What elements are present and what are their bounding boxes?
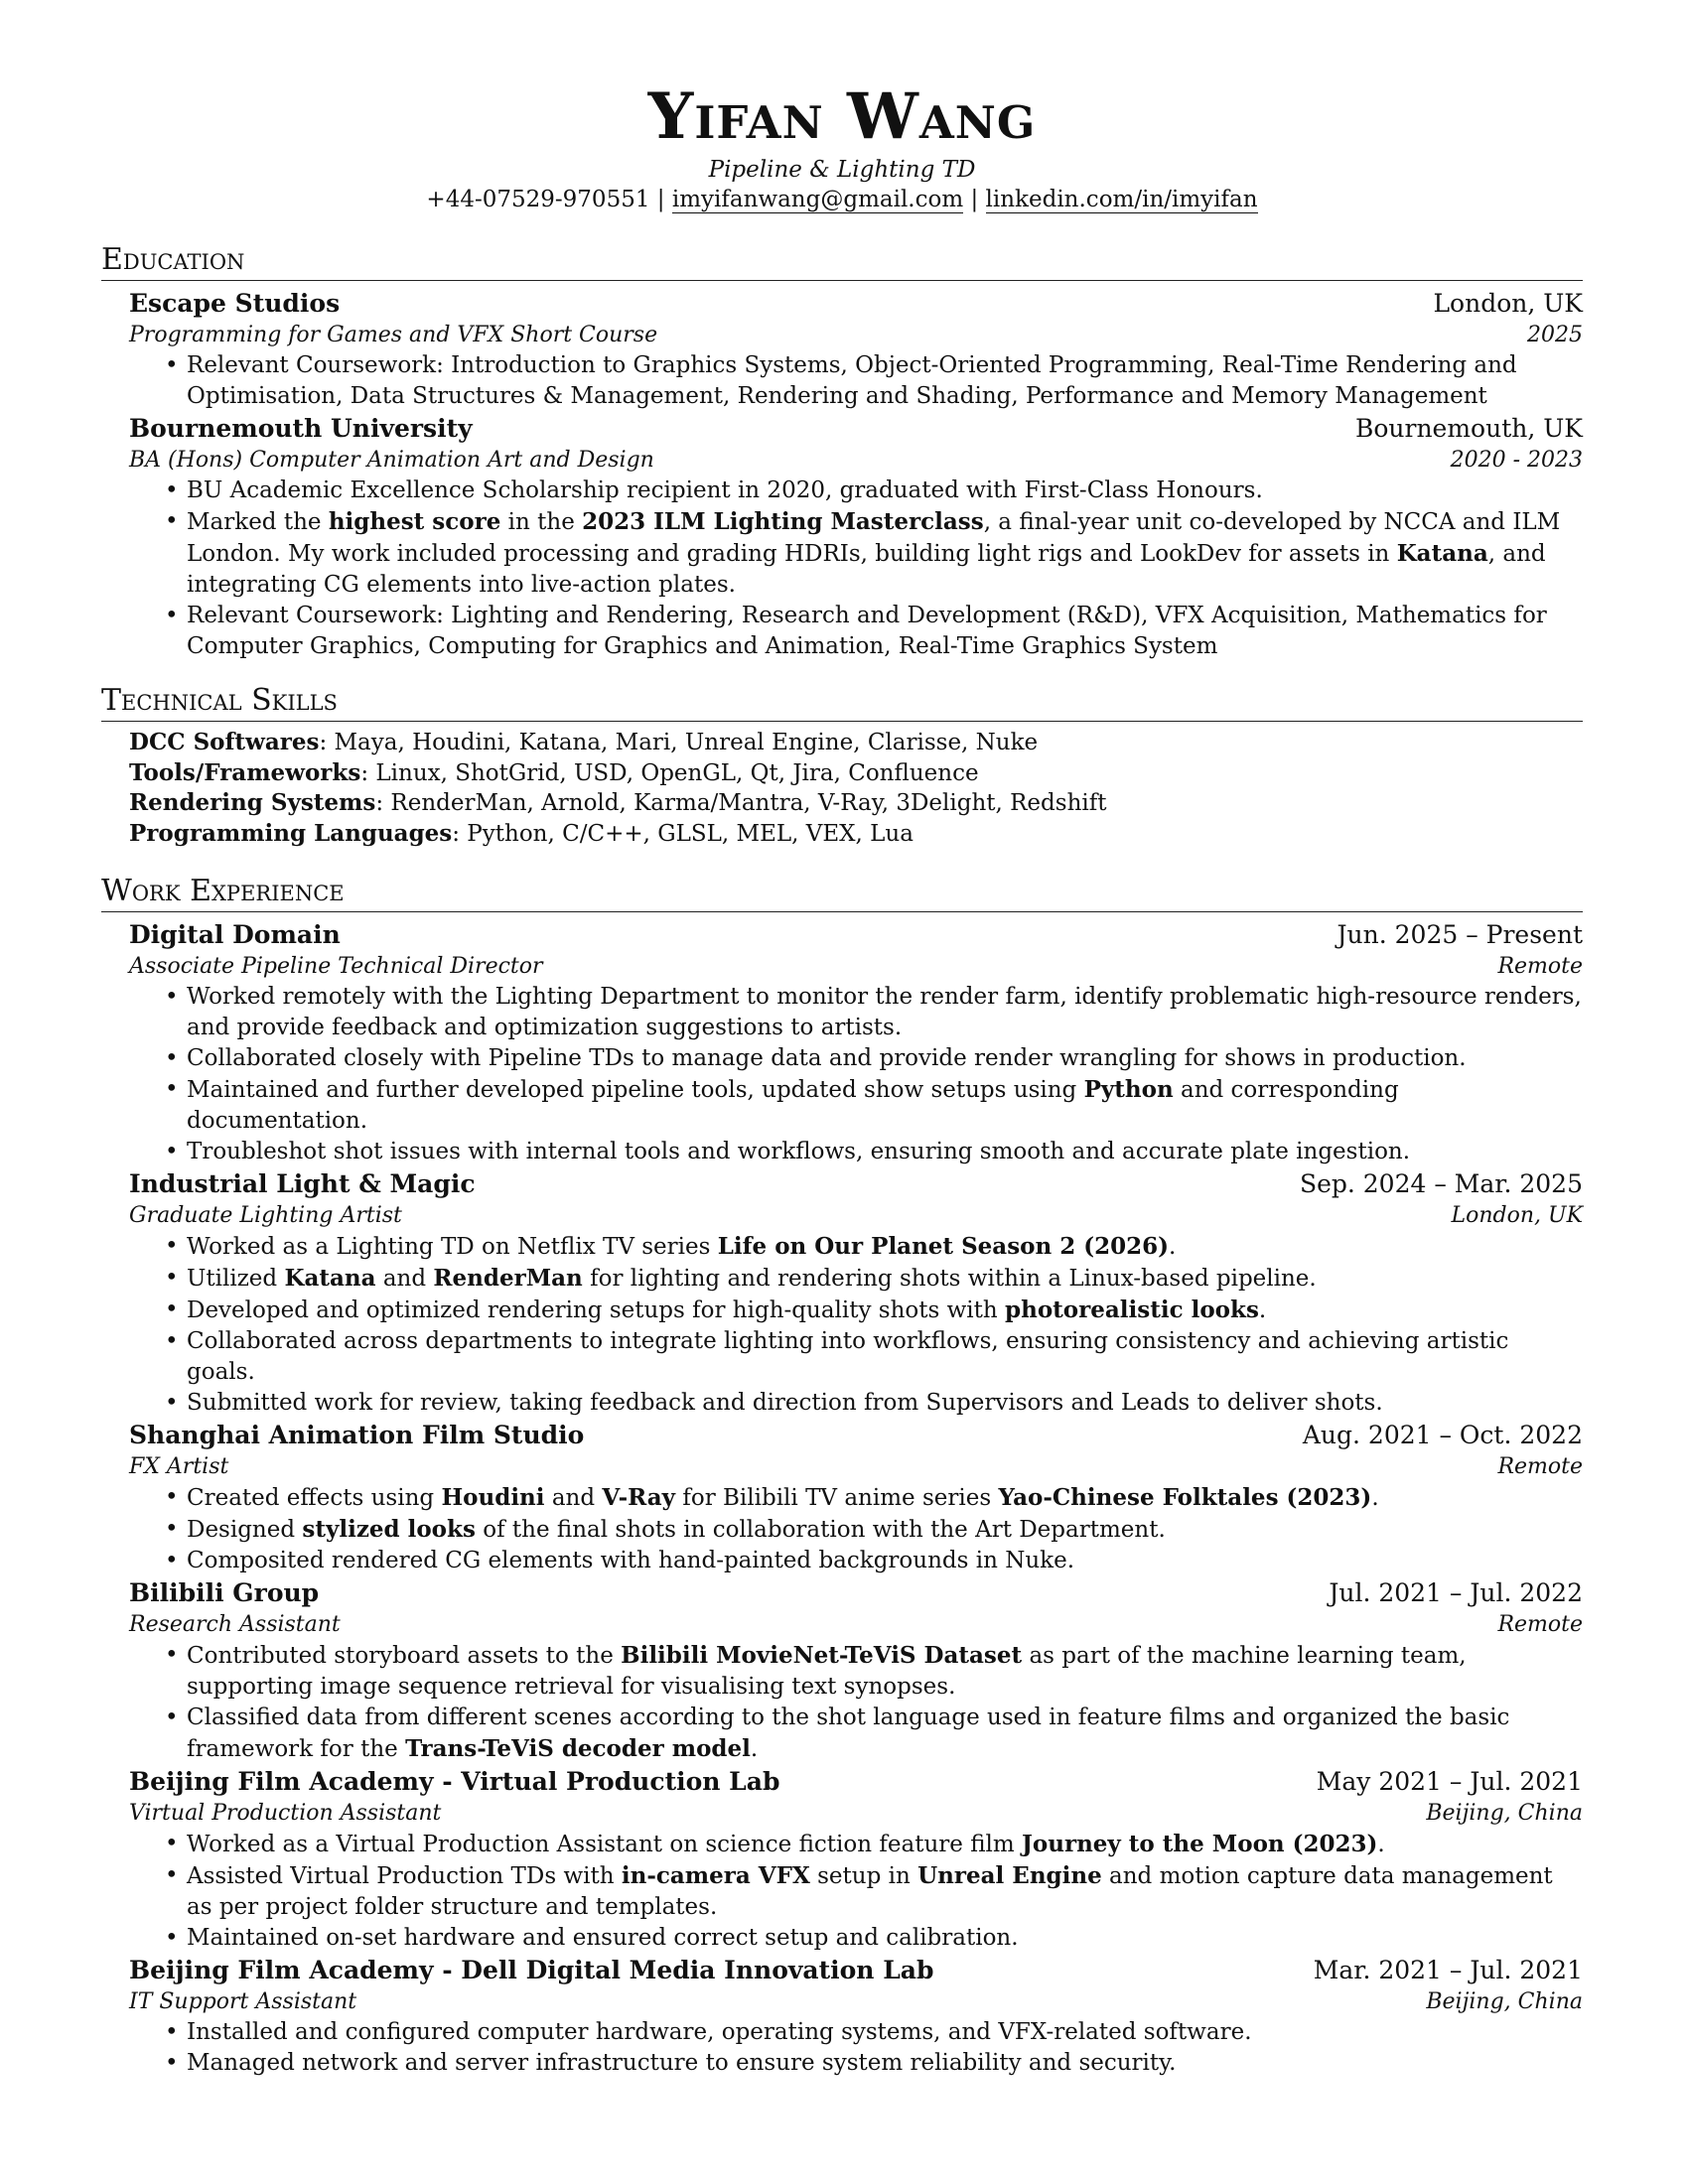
job-title: FX Artist	[129, 1454, 229, 1479]
bullet-list	[129, 1482, 1583, 1576]
job-entry	[101, 918, 1583, 1167]
company-name: Beijing Film Academy - Virtual Production Lab	[129, 1767, 780, 1796]
section-title-education: Education	[101, 241, 1583, 281]
skills-list	[101, 728, 1583, 849]
bullet-item: • Collaborated across departments to integrate lighting into workflows, ensuring consistency and achieving artistic goals.	[187, 1326, 1583, 1388]
contact-line	[101, 185, 1583, 215]
company-name: Industrial Light & Magic	[129, 1169, 476, 1198]
company-name: Shanghai Animation Film Studio	[129, 1421, 585, 1449]
bullet-item: • Assisted Virtual Production TDs with in-camera VFX setup in Unreal Engine and motion capture data management as per project folder structure and templates.	[187, 1860, 1583, 1923]
bullet-list	[129, 350, 1583, 412]
phone-number: +44-07529-970551	[426, 187, 650, 212]
section-title-work: Work Experience	[101, 873, 1583, 912]
skill-row: Rendering Systems: RenderMan, Arnold, Karma/Mantra, V-Ray, 3Delight, Redshift	[129, 789, 1107, 816]
bullet-item: • Troubleshot shot issues with internal tools and workflows, ensuring smooth and accurate plate ingestion.	[187, 1137, 1583, 1167]
job-entry	[101, 1576, 1583, 1765]
skills-section	[101, 682, 1583, 849]
resume-page	[101, 81, 1583, 2079]
bullet-item: • Utilized Katana and RenderMan for lighting and rendering shots within a Linux-based pipeline.	[187, 1263, 1583, 1295]
job-title: Graduate Lighting Artist	[129, 1203, 402, 1228]
education-section	[101, 241, 1583, 662]
bullet-list	[129, 1829, 1583, 1954]
bullet-item: • Worked as a Lighting TD on Netflix TV series Life on Our Planet Season 2 (2026).	[187, 1231, 1583, 1263]
job-title: Virtual Production Assistant	[129, 1801, 442, 1826]
job-title: IT Support Assistant	[129, 1989, 357, 2014]
bullet-item: • Marked the highest score in the 2023 ILM Lighting Masterclass, a final-year unit co-developed by NCCA and ILM London. My work included processing and grading HDRIs, building light rigs and LookDev for assets in Katana, and integrating CG elements into live-action plates.	[187, 506, 1583, 601]
bullet-list	[129, 476, 1583, 662]
bullet-item: • Designed stylized looks of the final shots in collaboration with the Art Department.	[187, 1514, 1583, 1546]
company-name: Digital Domain	[129, 920, 341, 949]
institution-name: Escape Studios	[129, 289, 341, 318]
bullet-item: • Composited rendered CG elements with hand-painted backgrounds in Nuke.	[187, 1546, 1583, 1576]
job-dates: Jun. 2025 – Present	[1336, 920, 1583, 949]
job-entry	[101, 1954, 1583, 2079]
bullet-item: • BU Academic Excellence Scholarship recipient in 2020, graduated with First-Class Honours.	[187, 476, 1583, 506]
bullet-item: • Classified data from different scenes according to the shot language used in feature films and organized the basic framework for the Trans-TeViS decoder model.	[187, 1703, 1583, 1765]
work-section	[101, 873, 1583, 2079]
bullet-item: • Relevant Coursework: Lighting and Rendering, Research and Development (R&D), VFX Acquisition, Mathematics for Computer Graphics, Computing for Graphics and Animation, Real-Time Graphics System	[187, 601, 1583, 662]
bullet-item: • Worked remotely with the Lighting Department to monitor the render farm, identify problematic high-resource renders, and provide feedback and optimization suggestions to artists.	[187, 982, 1583, 1043]
degree-title: BA (Hons) Computer Animation Art and Design	[129, 448, 654, 473]
job-location: Remote	[1497, 1612, 1583, 1637]
contact-separator: |	[656, 187, 665, 212]
institution-location: Bournemouth, UK	[1354, 414, 1583, 443]
section-title-skills: Technical Skills	[101, 682, 1583, 722]
job-dates: May 2021 – Jul. 2021	[1316, 1767, 1583, 1796]
bullet-item: • Created effects using Houdini and V-Ray for Bilibili TV anime series Yao-Chinese Folktales (2023).	[187, 1482, 1583, 1514]
job-dates: Jul. 2021 – Jul. 2022	[1329, 1578, 1583, 1607]
skill-row: Tools/Frameworks: Linux, ShotGrid, USD, OpenGL, Qt, Jira, Confluence	[129, 758, 979, 786]
bullet-item: • Installed and configured computer hardware, operating systems, and VFX-related software.	[187, 2017, 1583, 2048]
bullet-list	[129, 1640, 1583, 1765]
institution-name: Bournemouth University	[129, 414, 473, 443]
degree-date: 2020 - 2023	[1450, 448, 1583, 473]
bullet-item: • Collaborated closely with Pipeline TDs to manage data and provide render wrangling for shows in production.	[187, 1043, 1583, 1074]
job-entry	[101, 1419, 1583, 1576]
education-entry	[101, 412, 1583, 662]
job-dates: Mar. 2021 – Jul. 2021	[1313, 1956, 1583, 1984]
bullet-item: • Maintained on-set hardware and ensured correct setup and calibration.	[187, 1923, 1583, 1954]
degree-title: Programming for Games and VFX Short Course	[129, 323, 658, 347]
company-name: Bilibili Group	[129, 1578, 320, 1607]
email-link[interactable]: imyifanwang@gmail.com	[671, 187, 964, 212]
job-location: Beijing, China	[1426, 1801, 1583, 1826]
candidate-title: Pipeline & Lighting TD	[708, 157, 976, 183]
bullet-item: • Contributed storyboard assets to the Bilibili MovieNet-TeViS Dataset as part of the machine learning team, supporting image sequence retrieval for visualising text synopses.	[187, 1640, 1583, 1703]
bullet-item: • Managed network and server infrastructure to ensure system reliability and security.	[187, 2048, 1583, 2079]
institution-location: London, UK	[1433, 289, 1583, 318]
job-title: Associate Pipeline Technical Director	[129, 954, 543, 979]
bullet-item: • Worked as a Virtual Production Assistant on science fiction feature film Journey to the Moon (2023).	[187, 1829, 1583, 1860]
job-title: Research Assistant	[129, 1612, 341, 1637]
bullet-list	[129, 1231, 1583, 1419]
resume-header	[101, 81, 1583, 215]
linkedin-link[interactable]: linkedin.com/in/imyifan	[985, 187, 1258, 212]
job-location: Remote	[1497, 1454, 1583, 1479]
job-location: Remote	[1497, 954, 1583, 979]
job-entry	[101, 1765, 1583, 1954]
skill-row: DCC Softwares: Maya, Houdini, Katana, Mari, Unreal Engine, Clarisse, Nuke	[129, 729, 1039, 755]
job-entry	[101, 1167, 1583, 1419]
bullet-item: • Submitted work for review, taking feedback and direction from Supervisors and Leads to deliver shots.	[187, 1388, 1583, 1419]
company-name: Beijing Film Academy - Dell Digital Media Innovation Lab	[129, 1956, 934, 1984]
candidate-name: Yifan Wang	[647, 79, 1037, 154]
bullet-item: • Maintained and further developed pipeline tools, updated show setups using Python and corresponding documentation.	[187, 1074, 1583, 1137]
job-dates: Sep. 2024 – Mar. 2025	[1299, 1169, 1583, 1198]
job-dates: Aug. 2021 – Oct. 2022	[1302, 1421, 1583, 1449]
contact-separator: |	[970, 187, 979, 212]
degree-date: 2025	[1527, 323, 1583, 347]
bullet-list	[129, 982, 1583, 1167]
education-entry	[101, 287, 1583, 412]
bullet-list	[129, 2017, 1583, 2079]
bullet-item: • Developed and optimized rendering setups for high-quality shots with photorealistic looks.	[187, 1295, 1583, 1326]
bullet-item: • Relevant Coursework: Introduction to Graphics Systems, Object-Oriented Programming, Real-Time Rendering and Optimisation, Data Structures & Management, Rendering and Shading, Performance and Memory Management	[187, 350, 1583, 412]
job-location: London, UK	[1451, 1203, 1583, 1228]
job-location: Beijing, China	[1426, 1989, 1583, 2014]
skill-row: Programming Languages: Python, C/C++, GLSL, MEL, VEX, Lua	[129, 819, 914, 847]
